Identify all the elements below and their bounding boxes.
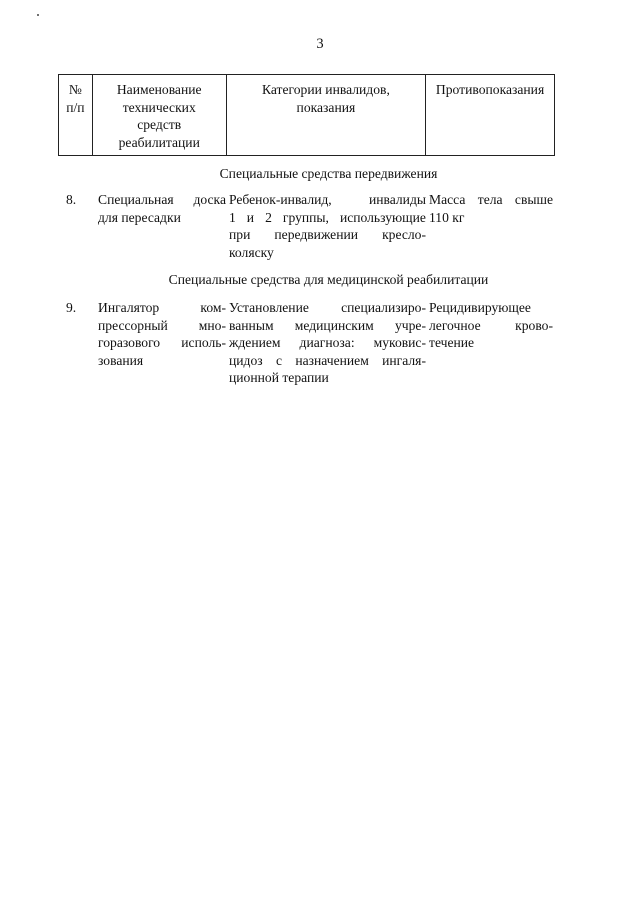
text-line	[98, 299, 226, 317]
word: Установление	[229, 300, 309, 315]
word: коляску	[229, 244, 274, 260]
word: ждением	[229, 335, 281, 350]
word: Масса	[429, 192, 466, 207]
text-line	[229, 209, 426, 227]
text-line	[98, 209, 226, 227]
word: группы,	[282, 209, 329, 225]
word: 110 кг	[429, 209, 465, 225]
header-categories	[226, 75, 425, 156]
contraindications	[429, 299, 553, 352]
text-line	[229, 317, 426, 335]
text-line	[98, 334, 226, 352]
row-number: 9.	[66, 300, 77, 315]
word: учре-	[395, 317, 426, 333]
word: мно-	[198, 317, 226, 333]
word: Ребенок-инвалид,	[229, 192, 332, 207]
text-line	[429, 334, 553, 352]
word: крово-	[515, 317, 553, 333]
header-name-line: технических	[122, 99, 196, 115]
text-line	[229, 369, 426, 387]
text-line	[229, 299, 426, 317]
word: для пересадки	[98, 209, 181, 225]
text-line	[98, 317, 226, 335]
section-title: Специальные средства для медицинской реабилитации	[168, 272, 489, 287]
word: зования	[98, 352, 144, 368]
text-line	[429, 317, 553, 335]
word: Специальная	[98, 192, 174, 207]
category-indications	[229, 191, 426, 261]
text-line	[229, 191, 426, 209]
word: и	[246, 209, 255, 225]
word: Ингалятор	[98, 300, 160, 315]
text-line	[229, 352, 426, 370]
text-line	[98, 191, 226, 209]
word: Рецидивирующее	[429, 300, 531, 315]
device-name	[98, 191, 226, 226]
header-name	[92, 75, 226, 156]
word: ционной терапии	[229, 370, 329, 385]
word: назначением	[295, 352, 369, 368]
header-contraindications	[426, 75, 555, 156]
text-line	[229, 334, 426, 352]
word: тела	[477, 192, 503, 207]
device-name	[98, 299, 226, 369]
word: течение	[429, 335, 475, 350]
word: при	[229, 227, 251, 242]
scan-speck	[37, 14, 39, 16]
word: прессорный	[98, 317, 168, 333]
contraindications	[429, 191, 553, 226]
header-name-line: средств	[137, 117, 182, 132]
word: доска	[193, 192, 226, 207]
word: инвалиды	[368, 192, 426, 207]
word: 1	[229, 209, 236, 225]
word: легочное	[429, 317, 481, 333]
header-categories-line: показания	[296, 99, 356, 115]
text-line	[229, 244, 426, 262]
word: диагноза:	[299, 335, 355, 350]
word: специализиро-	[341, 300, 426, 315]
table-header	[58, 74, 555, 156]
word: свыше	[514, 192, 553, 207]
row-number: 8.	[66, 192, 77, 207]
header-number	[59, 75, 93, 156]
text-line	[98, 352, 226, 370]
header-name-line: реабилитации	[118, 134, 200, 150]
word: медицинским	[294, 317, 374, 333]
word: кресло-	[382, 227, 426, 242]
word: ингаля-	[382, 352, 426, 368]
section-title: Специальные средства передвижения	[219, 166, 438, 181]
word: передвижении	[274, 227, 359, 242]
text-line	[429, 209, 553, 227]
page-number: 3	[316, 36, 324, 52]
word: использующие	[339, 209, 426, 225]
word: ванным	[229, 317, 274, 333]
word: горазового	[98, 335, 161, 350]
word: муковис-	[373, 335, 426, 350]
text-line	[229, 226, 426, 244]
header-number-line: №	[68, 82, 82, 97]
word: 2	[265, 209, 272, 225]
header-name-line: Наименование	[116, 82, 202, 97]
header-number-line: п/п	[66, 99, 85, 115]
text-line	[429, 191, 553, 209]
category-indications	[229, 299, 426, 387]
word: цидоз	[229, 352, 263, 368]
word: с	[275, 352, 282, 368]
header-categories-line: Категории инвалидов,	[261, 82, 390, 97]
text-line	[429, 299, 553, 317]
word: ком-	[200, 300, 226, 315]
header-contraindications-text: Противопоказания	[435, 82, 545, 97]
word: исполь-	[181, 335, 226, 350]
